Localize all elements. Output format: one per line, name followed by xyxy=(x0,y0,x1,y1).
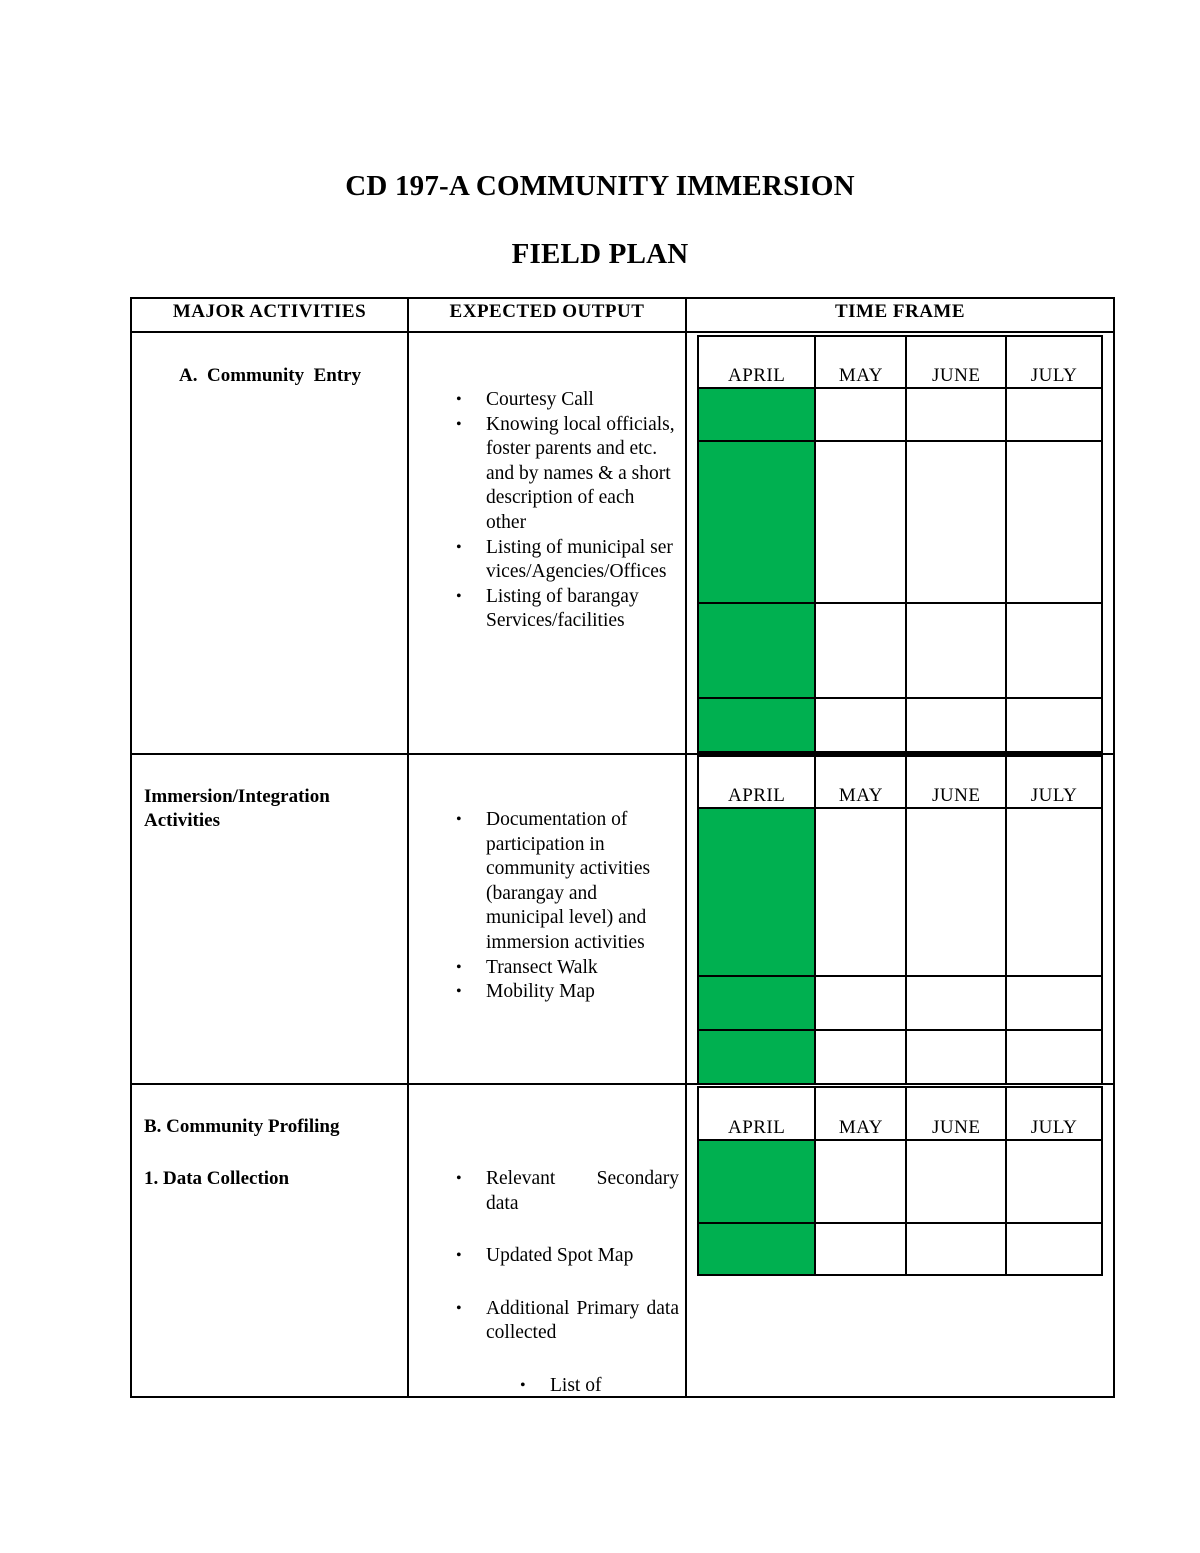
month-header-may: MAY xyxy=(815,1087,906,1140)
schedule-cell-july xyxy=(1006,388,1102,441)
schedule-cell-june xyxy=(906,1223,1006,1275)
schedule-cell-july xyxy=(1006,1030,1102,1084)
list-item: • Updated Spot Map xyxy=(442,1244,679,1269)
list-item: • Knowing local officials, foster parents and etc. and by names & a short description of each other xyxy=(442,413,679,536)
month-header-april: APRIL xyxy=(698,756,815,808)
month-header-july: JULY xyxy=(1006,1087,1102,1140)
schedule-cell-july xyxy=(1006,976,1102,1030)
schedule-cell-may xyxy=(815,388,906,441)
schedule-cell-april xyxy=(698,698,815,752)
month-header-july: JULY xyxy=(1006,336,1102,388)
schedule-grid-community-entry xyxy=(697,335,1103,753)
schedule-cell-july xyxy=(1006,1223,1102,1275)
schedule-cell-july xyxy=(1006,1140,1102,1223)
month-header-july: JULY xyxy=(1006,756,1102,808)
schedule-grid-community-profiling xyxy=(697,1086,1103,1276)
schedule-cell-may xyxy=(815,976,906,1030)
schedule-cell-april xyxy=(698,1223,815,1275)
column-divider xyxy=(685,299,687,1396)
schedule-cell-may xyxy=(815,603,906,698)
schedule-cell-june xyxy=(906,698,1006,752)
schedule-cell-may xyxy=(815,1140,906,1223)
column-divider xyxy=(407,299,409,1396)
header-time-frame: TIME FRAME xyxy=(834,301,966,322)
outputs-community-profiling xyxy=(442,1167,679,1399)
list-item: • Listing of barangay Services/facilities xyxy=(442,585,679,634)
schedule-cell-june xyxy=(906,976,1006,1030)
list-item: • Documentation of participation in community activities (barangay and municipal level) and immersion activities xyxy=(442,808,679,956)
schedule-cell-june xyxy=(906,1030,1006,1084)
outputs-community-entry xyxy=(442,388,679,634)
activity-immersion-integration: Immersion/Integration Activities xyxy=(144,786,330,831)
schedule-cell-july xyxy=(1006,603,1102,698)
activity-title: Community Entry xyxy=(206,365,362,386)
schedule-cell-april xyxy=(698,1030,815,1084)
activity-label: A. xyxy=(179,365,198,386)
list-item: • Transect Walk xyxy=(442,956,679,981)
list-item: • Additional Primary data collected xyxy=(442,1297,679,1346)
schedule-cell-may xyxy=(815,441,906,603)
header-major-activities: MAJOR ACTIVITIES xyxy=(172,301,367,322)
month-header-june: JUNE xyxy=(906,1087,1006,1140)
schedule-cell-may xyxy=(815,808,906,976)
schedule-grid-immersion-integration xyxy=(697,755,1103,1085)
schedule-cell-april xyxy=(698,976,815,1030)
activity-community-entry xyxy=(179,364,361,388)
schedule-cell-april xyxy=(698,1140,815,1223)
schedule-cell-april xyxy=(698,603,815,698)
schedule-cell-july xyxy=(1006,698,1102,752)
schedule-cell-april xyxy=(698,388,815,441)
document-subtitle: FIELD PLAN xyxy=(511,238,689,270)
header-expected-output: EXPECTED OUTPUT xyxy=(449,301,645,322)
schedule-cell-july xyxy=(1006,441,1102,603)
sub-list-item: • List of xyxy=(442,1374,679,1399)
month-header-may: MAY xyxy=(815,756,906,808)
month-header-june: JUNE xyxy=(906,336,1006,388)
month-header-april: APRIL xyxy=(698,336,815,388)
schedule-cell-july xyxy=(1006,808,1102,976)
activity-data-collection: 1. Data Collection xyxy=(144,1168,290,1189)
schedule-cell-june xyxy=(906,388,1006,441)
schedule-cell-april xyxy=(698,808,815,976)
document-title: CD 197-A COMMUNITY IMMERSION xyxy=(345,170,855,202)
list-item: • Listing of municipal services/Agencies/Offices xyxy=(442,536,679,585)
list-item: • Mobility Map xyxy=(442,980,679,1005)
schedule-cell-june xyxy=(906,603,1006,698)
schedule-cell-june xyxy=(906,441,1006,603)
month-header-may: MAY xyxy=(815,336,906,388)
schedule-cell-june xyxy=(906,808,1006,976)
schedule-cell-may xyxy=(815,698,906,752)
schedule-cell-june xyxy=(906,1140,1006,1223)
schedule-cell-may xyxy=(815,1223,906,1275)
activity-community-profiling: B. Community Profiling xyxy=(144,1116,340,1137)
list-item: • Relevant Secondary data xyxy=(442,1167,679,1216)
month-header-june: JUNE xyxy=(906,756,1006,808)
schedule-cell-may xyxy=(815,1030,906,1084)
list-item: • Courtesy Call xyxy=(442,388,679,413)
field-plan-table xyxy=(130,297,1115,1398)
month-header-april: APRIL xyxy=(698,1087,815,1140)
outputs-immersion-integration xyxy=(442,808,679,1005)
schedule-cell-april xyxy=(698,441,815,603)
